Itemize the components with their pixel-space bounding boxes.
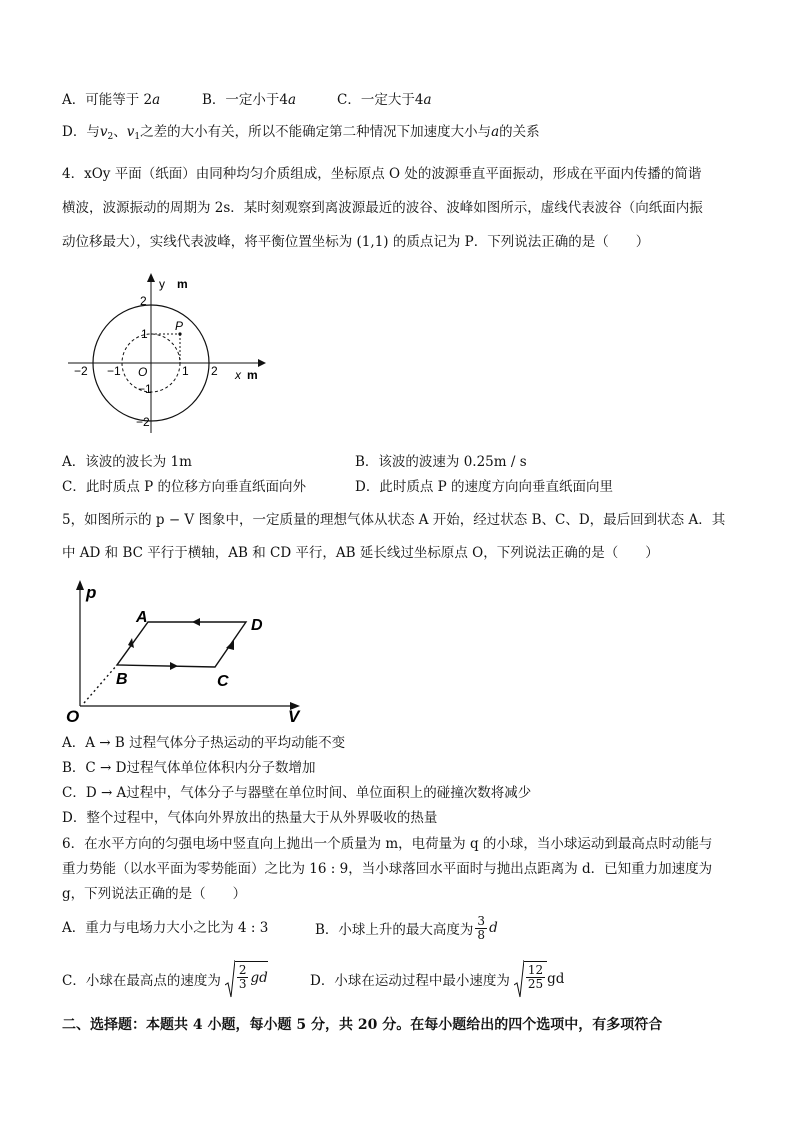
tick-x-2: 2	[211, 364, 218, 378]
fraction-3-8: $\frac{3}{8}$	[477, 913, 486, 942]
q5-option-b: B．C → D过程气体单位体积内分子数增加	[62, 760, 316, 776]
q6-option-a: A．重力与电场力大小之比为 4 : 3	[62, 920, 269, 936]
state-d-label: D	[251, 617, 263, 634]
section-2-heading: 二、选择题：本题共 4 小题，每小题 5 分，共 20 分。在每小题给出的四个选项中，有多项符合	[62, 1017, 663, 1033]
state-b-label: B	[116, 671, 128, 688]
tick-y-neg2: −2	[136, 415, 150, 429]
tick-x-1: 1	[182, 364, 189, 378]
ab-extension-line	[84, 665, 117, 703]
q4-stem-line-1: 4．xOy 平面（纸面）由同种均匀介质组成，坐标原点 O 处的波源垂直平面振动，形成在平面内传播的简谐	[62, 166, 702, 182]
q3-option-a: A．可能等于 2a	[62, 92, 161, 108]
origin-label: O	[66, 707, 80, 726]
q6-option-d: D．小球在运动过程中最小速度为 $\frac{12}{25}$ gd	[310, 955, 564, 1003]
x-axis-label: x	[235, 368, 241, 382]
tick-x-neg1: −1	[107, 364, 121, 378]
q5-pv-figure	[62, 576, 322, 726]
tick-y-1: 1	[141, 327, 148, 341]
q4-wave-figure	[62, 268, 272, 438]
v-axis-label: V	[288, 707, 300, 726]
x-axis-arrow	[258, 359, 266, 367]
y-unit-label: m	[177, 277, 188, 291]
p-axis-arrow	[76, 580, 84, 590]
p-label: P	[175, 319, 184, 333]
cycle-path	[117, 622, 246, 667]
q6-stem-line-3: g，下列说法正确的是（ ）	[62, 886, 247, 902]
y-axis-arrow	[147, 273, 155, 282]
sqrt-radical-icon	[514, 959, 524, 999]
p-axis-label: p	[86, 583, 97, 602]
q4-stem-line-3: 动位移最大），实线代表波峰，将平衡位置坐标为 (1,1) 的质点记为 P．下列说法正确的是（ ）	[62, 234, 650, 250]
q4-option-b: B．该波的波速为 0.25m / s	[355, 454, 527, 470]
tick-x-neg2: −2	[74, 364, 88, 378]
q4-stem-line-2: 横波，波源振动的周期为 2s．某时刻观察到离波源最近的波谷、波峰如图所示，虚线代表波谷（向纸面内振	[62, 200, 703, 216]
sqrt-body: $\frac{2}{3}$ gd	[235, 961, 268, 991]
state-c-label: C	[217, 673, 229, 690]
sqrt-body: $\frac{12}{25}$	[524, 961, 547, 991]
q6-option-b: B．小球上升的最大高度为 $\frac{3}{8}$ d	[315, 913, 498, 942]
q3-option-c: C．一定大于4a	[337, 92, 432, 108]
arrow-d-to-a	[192, 618, 200, 626]
q4-option-d: D．此时质点 P 的速度方向向垂直纸面向里	[355, 479, 613, 495]
x-unit-label: m	[247, 368, 258, 382]
q3-option-b: B．一定小于4a	[202, 92, 297, 108]
q5-option-c: C．D → A过程中，气体分子与器壁在单位时间、单位面积上的碰撞次数将减少	[62, 785, 532, 801]
arrow-b-to-c	[170, 662, 178, 670]
q5-stem-line-2: 中 AD 和 BC 平行于横轴，AB 和 CD 平行，AB 延长线过坐标原点 O，下列说法正确的是（ ）	[62, 545, 659, 561]
tick-y-neg1: −1	[138, 382, 152, 396]
tick-y-2: 2	[140, 294, 147, 308]
q5-option-a: A．A → B 过程气体分子热运动的平均动能不变	[62, 735, 346, 751]
q6-option-c: C．小球在最高点的速度为 $\frac{2}{3}$ gd	[62, 955, 268, 1003]
origin-label: O	[138, 365, 148, 379]
q4-option-c: C．此时质点 P 的位移方向垂直纸面向外	[62, 479, 306, 495]
sqrt-radical-icon	[225, 959, 235, 999]
y-axis-label: y	[159, 277, 165, 291]
q6-stem-line-1: 6．在水平方向的匀强电场中竖直向上抛出一个质量为 m，电荷量为 q 的小球，当小球运动到最高点时动能与	[62, 836, 713, 852]
q5-stem-line-1: 5，如图所示的 p − V 图象中，一定质量的理想气体从状态 A 开始，经过状态 B、C、D，最后回到状态 A．其	[62, 512, 726, 528]
q4-option-a: A．该波的波长为 1m	[62, 454, 192, 470]
state-a-label: A	[136, 609, 148, 626]
q5-option-d: D．整个过程中，气体向外界放出的热量大于从外界吸收的热量	[62, 810, 438, 826]
q6-stem-line-2: 重力势能（以水平面为零势能面）之比为 16 : 9，当小球落回水平面时与抛出点距离为 d．已知重力加速度为	[62, 861, 713, 877]
q3-option-d: D．与$v_2$、$v_1$之差的大小有关，所以不能确定第二种情况下加速度大小与a的关系	[62, 124, 540, 142]
